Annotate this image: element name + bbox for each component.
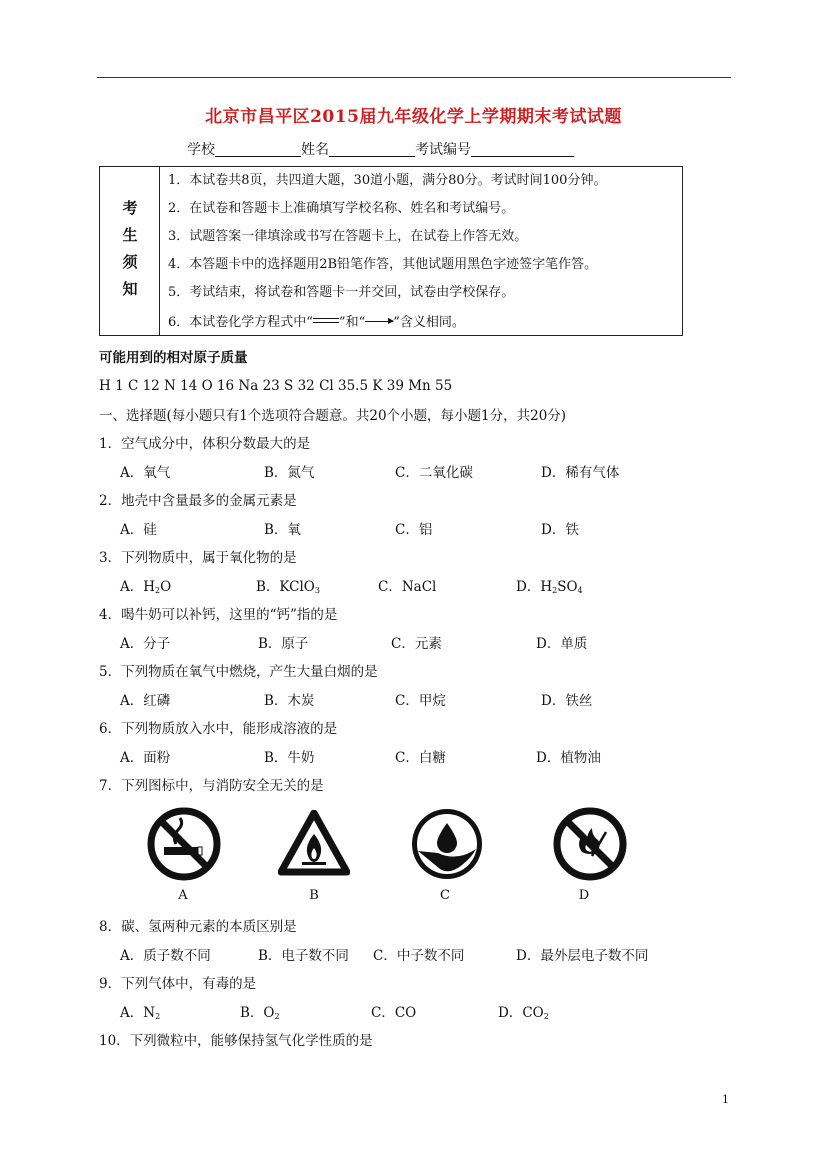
option: A．红磷 bbox=[120, 693, 171, 709]
flammable-warning-icon bbox=[278, 810, 350, 876]
icon-label: C bbox=[440, 888, 450, 903]
question-stem: 4．喝牛奶可以补钙，这里的“钙”指的是 bbox=[99, 607, 338, 623]
option: A．$H_2O$ bbox=[120, 579, 172, 595]
option: B．木炭 bbox=[264, 693, 315, 709]
notice-item-6: 6．本试卷化学方程式中“ ”和“ ”含义相同。 bbox=[168, 315, 465, 330]
question-stem: 3．下列物质中，属于氧化物的是 bbox=[99, 550, 297, 566]
option: C．CO bbox=[371, 1005, 417, 1021]
atomic-mass-heading: 可能用到的相对原子质量 bbox=[99, 350, 248, 366]
option: C．元素 bbox=[391, 636, 442, 652]
icon-label: A bbox=[178, 888, 188, 903]
notice-side bbox=[100, 167, 160, 335]
page-number: 1 bbox=[722, 1093, 729, 1106]
question-stem: 2．地壳中含量最多的金属元素是 bbox=[99, 493, 297, 509]
exam-no-label: 考试编号 bbox=[415, 142, 471, 158]
option: B．原子 bbox=[258, 636, 309, 652]
option: D．单质 bbox=[536, 636, 588, 652]
icon-label: B bbox=[309, 888, 319, 903]
option: D．$H_2SO_4$ bbox=[516, 579, 583, 595]
name-label: 姓名 bbox=[301, 142, 329, 158]
notice-side-char: 考 bbox=[122, 199, 138, 217]
option: C．NaCl bbox=[378, 579, 437, 595]
option: C．白糖 bbox=[395, 750, 446, 766]
option: D．铁 bbox=[541, 522, 579, 538]
no-smoking-icon bbox=[146, 806, 222, 882]
arrow-right-icon bbox=[365, 321, 393, 322]
section-heading: 一、选择题(每小题只有1个选项符合题意。共20个小题，每小题1分，共20分) bbox=[99, 408, 567, 424]
question-stem: 6．下列物质放入水中，能形成溶液的是 bbox=[99, 721, 338, 737]
option: A．$N_2$ bbox=[120, 1005, 161, 1021]
option: A．质子数不同 bbox=[120, 948, 211, 964]
option: A．面粉 bbox=[120, 750, 171, 766]
option: C．二氧化碳 bbox=[395, 465, 473, 481]
icon-label: D bbox=[578, 888, 590, 903]
atomic-mass-list: H 1 C 12 N 14 O 16 Na 23 S 32 Cl 35.5 K 39 Mn 55 bbox=[99, 378, 453, 394]
option: C．甲烷 bbox=[395, 693, 446, 709]
notice-item: 1．本试卷共8页，共四道大题，30道小题，满分80分。考试时间100分钟。 bbox=[168, 173, 607, 188]
question-stem: 7．下列图标中，与消防安全无关的是 bbox=[99, 778, 324, 794]
option: D．铁丝 bbox=[541, 693, 593, 709]
option: A．硅 bbox=[120, 522, 157, 538]
notice-item: 4．本答题卡中的选择题用2B铅笔作答，其他试题用黑色字迹签字笔作答。 bbox=[168, 257, 598, 272]
question-stem: 8．碳、氢两种元素的本质区别是 bbox=[99, 919, 297, 935]
option: B．电子数不同 bbox=[258, 948, 349, 964]
option: A．分子 bbox=[120, 636, 171, 652]
option: C．中子数不同 bbox=[373, 948, 465, 964]
notice-item: 2．在试卷和答题卡上准确填写学校名称、姓名和考试编号。 bbox=[168, 201, 515, 216]
notice-side-char: 知 bbox=[122, 280, 138, 298]
option: D．植物油 bbox=[536, 750, 601, 766]
exam-no-blank[interactable] bbox=[471, 142, 574, 157]
page-title: 北京市昌平区2015届九年级化学上学期期末考试试题 bbox=[205, 107, 622, 127]
top-rule bbox=[97, 77, 731, 78]
water-saving-icon bbox=[408, 805, 486, 883]
question-stem: 1．空气成分中，体积分数最大的是 bbox=[99, 436, 311, 452]
student-info-line bbox=[187, 139, 574, 159]
notice-item: 3．试题答案一律填涂或书写在答题卡上，在试卷上作答无效。 bbox=[168, 229, 528, 244]
option: B．$O_2$ bbox=[240, 1005, 280, 1021]
option: B．氮气 bbox=[264, 465, 315, 481]
no-open-flame-icon bbox=[552, 806, 628, 882]
notice-side-char: 生 bbox=[122, 226, 138, 244]
equal-sign-icon bbox=[313, 318, 339, 323]
option: C．铝 bbox=[395, 522, 433, 538]
school-label: 学校 bbox=[187, 142, 215, 158]
name-blank[interactable] bbox=[329, 142, 415, 157]
school-blank[interactable] bbox=[215, 142, 301, 157]
question-stem: 5．下列物质在氧气中燃烧，产生大量白烟的是 bbox=[99, 664, 378, 680]
notice-box bbox=[99, 166, 683, 336]
option: B．氧 bbox=[264, 522, 301, 538]
question-stem: 9．下列气体中，有毒的是 bbox=[99, 976, 257, 992]
option: D．$CO_2$ bbox=[498, 1005, 549, 1021]
option: D．最外层电子数不同 bbox=[516, 948, 649, 964]
option: B．牛奶 bbox=[264, 750, 315, 766]
option: D．稀有气体 bbox=[541, 465, 620, 481]
notice-item: 5．考试结束，将试卷和答题卡一并交回，试卷由学校保存。 bbox=[168, 285, 515, 300]
notice-side-char: 须 bbox=[122, 253, 138, 271]
question-stem: 10．下列微粒中，能够保持氢气化学性质的是 bbox=[99, 1033, 373, 1049]
option: B．KClO$_3$ bbox=[256, 579, 320, 595]
option: A．氧气 bbox=[120, 465, 171, 481]
